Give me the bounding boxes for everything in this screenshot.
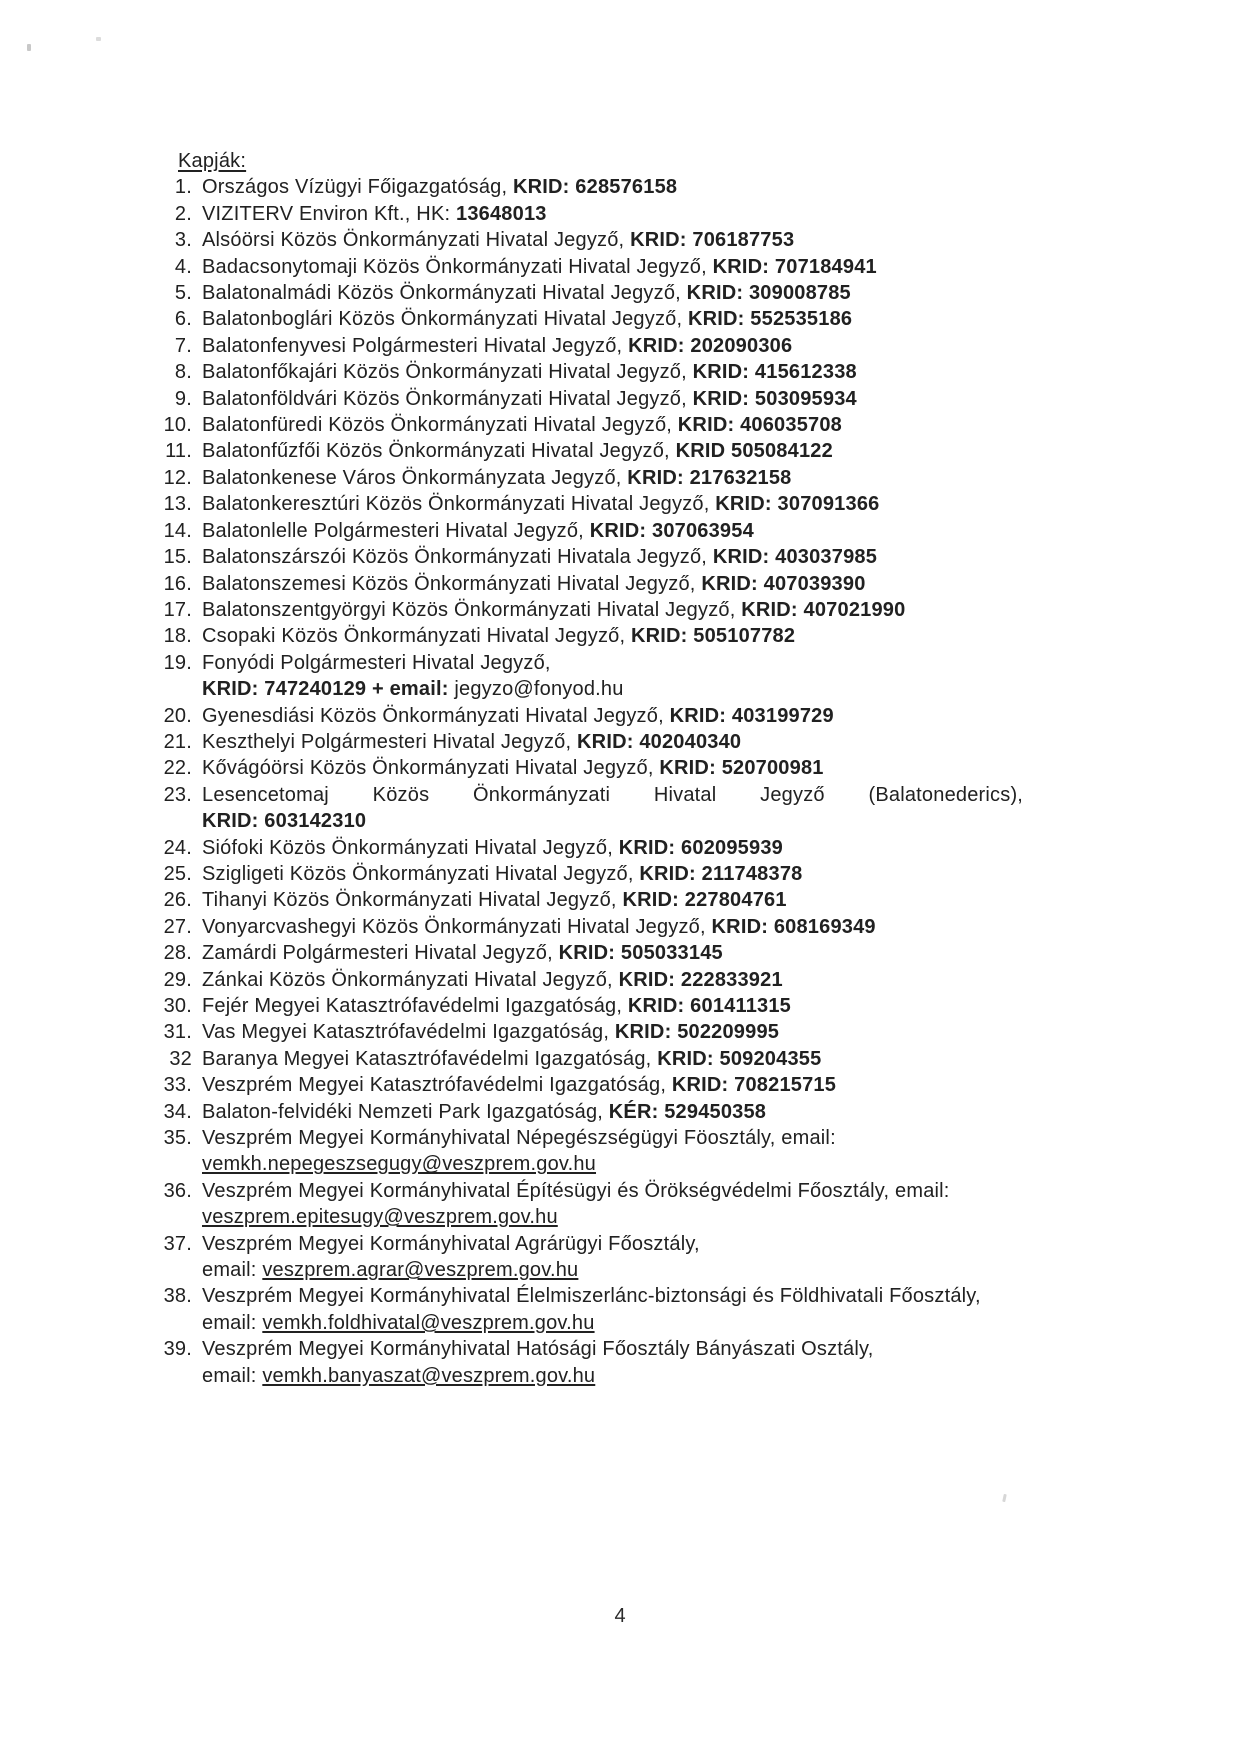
item-body bbox=[202, 227, 1080, 253]
item-number: 8. bbox=[174, 361, 192, 384]
krid-value: KRID: 211748378 bbox=[639, 862, 803, 885]
item-text: Balatonkenese Város Önkormányzata Jegyző, bbox=[202, 466, 628, 489]
list-item bbox=[160, 1099, 1080, 1125]
item-line bbox=[202, 729, 1080, 755]
item-line bbox=[202, 676, 1080, 702]
list-item bbox=[160, 280, 1080, 306]
item-line bbox=[202, 544, 1080, 570]
item-line bbox=[202, 1204, 1080, 1230]
krid-value: KRID: 407021990 bbox=[741, 598, 906, 621]
item-text: Balatonfüredi Közös Önkormányzati Hivatal Jegyző, bbox=[202, 414, 678, 437]
item-body bbox=[202, 1019, 1080, 1045]
item-text: Vas Megyei Katasztrófavédelmi Igazgatóság, bbox=[202, 1021, 615, 1044]
list-item bbox=[160, 438, 1080, 464]
item-body bbox=[202, 280, 1080, 306]
item-number: 9. bbox=[174, 387, 192, 410]
krid-value: KRID: 509204355 bbox=[657, 1047, 822, 1070]
list-item bbox=[160, 914, 1080, 940]
krid-value: KRID: 307091366 bbox=[715, 493, 880, 516]
krid-value: KRID: 407039390 bbox=[701, 572, 866, 595]
item-line bbox=[202, 306, 1080, 332]
krid-value: KRID: 309008785 bbox=[686, 282, 851, 305]
item-body bbox=[202, 201, 1080, 227]
list-item bbox=[160, 993, 1080, 1019]
item-body bbox=[202, 993, 1080, 1019]
item-text: Veszprém Megyei Kormányhivatal Népegészségügyi Föosztály, email: bbox=[202, 1127, 836, 1150]
item-text: Csopaki Közös Önkormányzati Hivatal Jegyző, bbox=[202, 625, 631, 648]
list-item bbox=[160, 465, 1080, 491]
item-text: Balatonboglári Közös Önkormányzati Hivatal Jegyző, bbox=[202, 308, 688, 331]
item-text: Balatonlelle Polgármesteri Hivatal Jegyző, bbox=[202, 519, 590, 542]
item-line bbox=[202, 623, 1080, 649]
email-link[interactable]: vemkh.banyaszat@veszprem.gov.hu bbox=[262, 1364, 596, 1387]
item-line bbox=[202, 465, 1080, 491]
list-item bbox=[160, 306, 1080, 332]
item-number: 20. bbox=[163, 704, 192, 727]
item-body bbox=[202, 861, 1080, 887]
item-line bbox=[202, 1363, 1080, 1389]
item-body bbox=[202, 306, 1080, 332]
item-text: Zamárdi Polgármesteri Hivatal Jegyző, bbox=[202, 942, 559, 965]
krid-value: KRID: 505107782 bbox=[630, 625, 796, 648]
list-item bbox=[160, 359, 1080, 385]
item-line bbox=[202, 438, 1080, 464]
list-item bbox=[160, 782, 1080, 835]
item-line bbox=[202, 967, 1080, 993]
item-number: 10. bbox=[163, 414, 192, 437]
item-body bbox=[202, 333, 1080, 359]
item-line bbox=[202, 280, 1080, 306]
item-text: Alsóörsi Közös Önkormányzati Hivatal Jegyző, bbox=[202, 229, 631, 252]
item-text: Balatonföldvári Közös Önkormányzati Hivatal Jegyző, bbox=[202, 387, 693, 410]
item-body bbox=[202, 518, 1080, 544]
item-line bbox=[202, 386, 1080, 412]
item-text: Szigligeti Közös Önkormányzati Hivatal Jegyző, bbox=[202, 862, 640, 885]
scan-artifact bbox=[96, 37, 101, 41]
item-body bbox=[202, 1178, 1080, 1231]
item-line bbox=[202, 755, 1080, 781]
item-text: jegyzo@fonyod.hu bbox=[454, 678, 624, 701]
list-item bbox=[160, 1019, 1080, 1045]
krid-value: KRID: 601411315 bbox=[627, 995, 791, 1017]
item-text: email: bbox=[202, 1259, 263, 1282]
list-item bbox=[160, 887, 1080, 913]
list-item bbox=[160, 571, 1080, 597]
krid-value: 13648013 bbox=[456, 202, 547, 225]
list-item bbox=[160, 755, 1080, 781]
item-line bbox=[202, 518, 1080, 544]
item-text: Balatonfűzfői Közös Önkormányzati Hivatal Jegyző, bbox=[202, 440, 676, 463]
item-line bbox=[202, 227, 1080, 253]
item-text: Keszthelyi Polgármesteri Hivatal Jegyző, bbox=[202, 730, 578, 753]
item-number: 2. bbox=[174, 202, 192, 225]
list-item bbox=[160, 1178, 1080, 1231]
item-number: 22. bbox=[163, 757, 192, 780]
item-number: 16. bbox=[163, 572, 192, 595]
item-body bbox=[202, 887, 1080, 913]
item-body bbox=[202, 386, 1080, 412]
item-text: Veszprém Megyei Kormányhivatal Építésügyi és Örökségvédelmi Főosztály, email: bbox=[202, 1179, 950, 1202]
item-text: Veszprém Megyei Katasztrófavédelmi Igazgatóság, bbox=[202, 1074, 672, 1097]
item-body bbox=[202, 1231, 1080, 1284]
item-body bbox=[202, 703, 1080, 729]
item-number: 6. bbox=[174, 308, 192, 331]
item-number: 24. bbox=[163, 836, 192, 859]
distribution-list-heading: Kapják: bbox=[178, 150, 247, 172]
list-item bbox=[160, 491, 1080, 517]
item-number: 39. bbox=[163, 1338, 192, 1361]
item-line bbox=[202, 808, 1080, 834]
list-item bbox=[160, 1231, 1080, 1284]
item-number: 18. bbox=[163, 625, 192, 648]
item-text: Badacsonytomaji Közös Önkormányzati Hivatal Jegyző, bbox=[202, 255, 713, 278]
list-item bbox=[160, 254, 1080, 280]
item-line bbox=[202, 1125, 1080, 1151]
item-text: email: bbox=[202, 1311, 263, 1334]
item-line bbox=[202, 1151, 1080, 1177]
item-line bbox=[202, 887, 1080, 913]
item-body bbox=[202, 782, 1080, 835]
item-text: Tihanyi Közös Önkormányzati Hivatal Jegyző, bbox=[202, 889, 623, 912]
item-line bbox=[202, 1019, 1080, 1045]
item-number: 31. bbox=[163, 1021, 192, 1044]
list-item bbox=[160, 1283, 1080, 1336]
item-body bbox=[202, 835, 1080, 861]
krid-value: KÉR: 529450358 bbox=[608, 1100, 767, 1123]
item-body bbox=[202, 544, 1080, 570]
item-line bbox=[202, 1310, 1080, 1336]
item-body bbox=[202, 254, 1080, 280]
krid-value: KRID: 307063954 bbox=[589, 519, 754, 542]
email-link[interactable]: vemkh.foldhivatal@veszprem.gov.hu bbox=[262, 1311, 595, 1334]
krid-value: KRID: 608169349 bbox=[711, 915, 876, 938]
item-number: 12. bbox=[163, 466, 192, 489]
list-item bbox=[160, 518, 1080, 544]
item-number: 30. bbox=[163, 995, 192, 1017]
krid-value: KRID: 603142310 bbox=[202, 810, 367, 833]
item-line bbox=[202, 782, 1080, 808]
krid-value: KRID: 402040340 bbox=[577, 730, 742, 753]
email-link[interactable]: veszprem.agrar@veszprem.gov.hu bbox=[262, 1259, 579, 1282]
list-item bbox=[160, 412, 1080, 438]
item-number: 26. bbox=[163, 889, 192, 912]
list-item bbox=[160, 597, 1080, 623]
list-item bbox=[160, 940, 1080, 966]
krid-value: KRID: 403199729 bbox=[669, 704, 834, 727]
list-item bbox=[160, 1336, 1080, 1389]
item-line bbox=[202, 1336, 1080, 1362]
item-line bbox=[202, 940, 1080, 966]
list-item bbox=[160, 333, 1080, 359]
item-body bbox=[202, 438, 1080, 464]
list-item bbox=[160, 861, 1080, 887]
item-line bbox=[202, 597, 1080, 623]
krid-value: KRID: 503095934 bbox=[692, 387, 857, 410]
item-line bbox=[202, 1231, 1080, 1257]
list-item bbox=[160, 201, 1080, 227]
item-line bbox=[202, 835, 1080, 861]
item-text: Veszprém Megyei Kormányhivatal Hatósági Főosztály Bányászati Osztály, bbox=[202, 1338, 874, 1361]
list-item bbox=[160, 650, 1080, 703]
scan-artifact bbox=[1002, 1494, 1007, 1502]
krid-value: KRID: 222833921 bbox=[618, 968, 783, 991]
item-line bbox=[202, 571, 1080, 597]
item-line bbox=[202, 412, 1080, 438]
recipient-list bbox=[160, 174, 1080, 1389]
item-number: 34. bbox=[163, 1100, 192, 1123]
item-text: Veszprém Megyei Kormányhivatal Élelmiszerlánc-biztonsági és Földhivatali Főosztály, bbox=[202, 1285, 981, 1308]
email-link[interactable]: vemkh.nepegeszsegugy@veszprem.gov.hu bbox=[202, 1153, 597, 1176]
item-line bbox=[202, 254, 1080, 280]
item-body bbox=[202, 1099, 1080, 1125]
item-number: 28. bbox=[163, 942, 192, 965]
list-item bbox=[160, 729, 1080, 755]
list-item bbox=[160, 544, 1080, 570]
item-body bbox=[202, 359, 1080, 385]
item-text: Gyenesdiási Közös Önkormányzati Hivatal Jegyző, bbox=[202, 704, 670, 727]
item-body bbox=[202, 940, 1080, 966]
item-text: Siófoki Közös Önkormányzati Hivatal Jegyző, bbox=[202, 836, 619, 859]
item-text: Balatonszárszói Közös Önkormányzati Hivatala Jegyző, bbox=[202, 546, 713, 569]
document-body bbox=[160, 148, 1080, 1389]
krid-value: KRID: 202090306 bbox=[628, 334, 793, 357]
item-body bbox=[202, 571, 1080, 597]
item-number: 25. bbox=[163, 862, 192, 885]
item-text: Zánkai Közös Önkormányzati Hivatal Jegyző, bbox=[202, 968, 619, 991]
item-text: Kővágóörsi Közös Önkormányzati Hivatal Jegyző, bbox=[202, 757, 660, 780]
item-body bbox=[202, 174, 1080, 200]
krid-value: KRID: 628576158 bbox=[513, 176, 678, 199]
item-line bbox=[202, 1178, 1080, 1204]
item-text: Országos Vízügyi Főigazgatóság, bbox=[202, 176, 513, 199]
krid-value: KRID: 708215715 bbox=[671, 1074, 837, 1097]
item-text: email: bbox=[202, 1364, 263, 1387]
item-number: 33. bbox=[163, 1074, 192, 1097]
krid-value: KRID: 502209995 bbox=[614, 1021, 780, 1044]
item-line bbox=[202, 1046, 1080, 1072]
item-line bbox=[202, 1099, 1080, 1125]
item-text: Balatonkeresztúri Közös Önkormányzati Hivatal Jegyző, bbox=[202, 493, 716, 516]
item-number: 13. bbox=[163, 493, 192, 516]
scan-artifact bbox=[27, 44, 31, 51]
list-item bbox=[160, 227, 1080, 253]
krid-value: KRID: 406035708 bbox=[677, 414, 842, 437]
item-line bbox=[202, 914, 1080, 940]
item-body bbox=[202, 465, 1080, 491]
list-item bbox=[160, 1072, 1080, 1098]
item-number: 14. bbox=[163, 519, 192, 542]
item-number: 17. bbox=[163, 598, 192, 621]
item-text: VIZITERV Environ Kft., HK: bbox=[202, 202, 456, 225]
item-body bbox=[202, 755, 1080, 781]
list-item bbox=[160, 1046, 1080, 1072]
krid-value: KRID: 707184941 bbox=[712, 255, 877, 278]
item-number: 35. bbox=[163, 1127, 192, 1150]
item-number: 1. bbox=[174, 176, 192, 199]
item-body bbox=[202, 1125, 1080, 1178]
item-line bbox=[202, 650, 1080, 676]
item-number: 32 bbox=[169, 1047, 192, 1070]
item-number: 19. bbox=[163, 651, 192, 674]
item-text: Balatonfenyvesi Polgármesteri Hivatal Jegyző, bbox=[202, 334, 629, 357]
item-text: Balatonszentgyörgyi Közös Önkormányzati Hivatal Jegyző, bbox=[202, 598, 742, 621]
item-body bbox=[202, 597, 1080, 623]
page-number: 4 bbox=[614, 1605, 626, 1627]
item-number: 23. bbox=[163, 783, 192, 806]
krid-value: KRID: 505033145 bbox=[558, 942, 723, 965]
krid-value: KRID: 747240129 + email: bbox=[202, 678, 455, 701]
item-body bbox=[202, 729, 1080, 755]
email-link[interactable]: veszprem.epitesugy@veszprem.gov.hu bbox=[202, 1206, 558, 1229]
item-line bbox=[202, 201, 1080, 227]
list-item bbox=[160, 967, 1080, 993]
krid-value: KRID 505084122 bbox=[675, 440, 833, 463]
item-line bbox=[202, 993, 1080, 1019]
item-body bbox=[202, 1046, 1080, 1072]
item-number: 21. bbox=[163, 730, 192, 753]
item-text: Fonyódi Polgármesteri Hivatal Jegyző, bbox=[202, 651, 551, 674]
item-number: 36. bbox=[163, 1179, 192, 1202]
item-text: Balatonszemesi Közös Önkormányzati Hivatal Jegyző, bbox=[202, 572, 702, 595]
item-number: 3. bbox=[174, 229, 192, 252]
item-text: Balaton-felvidéki Nemzeti Park Igazgatóság, bbox=[202, 1100, 609, 1123]
krid-value: KRID: 552535186 bbox=[688, 308, 853, 331]
item-line bbox=[202, 174, 1080, 200]
item-line bbox=[202, 491, 1080, 517]
item-body bbox=[202, 1336, 1080, 1389]
item-line bbox=[202, 861, 1080, 887]
item-line bbox=[202, 359, 1080, 385]
krid-value: KRID: 706187753 bbox=[630, 229, 795, 252]
item-number: 11. bbox=[165, 440, 192, 463]
item-body bbox=[202, 623, 1080, 649]
krid-value: KRID: 217632158 bbox=[627, 466, 792, 489]
item-number: 4. bbox=[174, 255, 192, 278]
krid-value: KRID: 415612338 bbox=[692, 361, 857, 384]
item-body bbox=[202, 650, 1080, 703]
item-text: Veszprém Megyei Kormányhivatal Agrárügyi Főosztály, bbox=[202, 1232, 700, 1255]
item-number: 15. bbox=[163, 546, 192, 569]
list-item bbox=[160, 1125, 1080, 1178]
item-line bbox=[202, 1072, 1080, 1098]
item-body bbox=[202, 914, 1080, 940]
item-text: Balatonfőkajári Közös Önkormányzati Hivatal Jegyző, bbox=[202, 361, 693, 384]
item-number: 29. bbox=[163, 968, 192, 991]
item-line bbox=[202, 703, 1080, 729]
krid-value: KRID: 403037985 bbox=[712, 546, 878, 569]
item-body bbox=[202, 1283, 1080, 1336]
item-line bbox=[202, 1283, 1080, 1309]
item-number: 27. bbox=[163, 915, 192, 938]
list-item bbox=[160, 703, 1080, 729]
item-text: Vonyarcvashegyi Közös Önkormányzati Hivatal Jegyző, bbox=[202, 915, 712, 938]
item-body bbox=[202, 967, 1080, 993]
item-text: Balatonalmádi Közös Önkormányzati Hivatal Jegyző, bbox=[202, 282, 687, 305]
item-body bbox=[202, 412, 1080, 438]
list-item bbox=[160, 835, 1080, 861]
krid-value: KRID: 227804761 bbox=[622, 889, 787, 912]
item-body bbox=[202, 1072, 1080, 1098]
item-line bbox=[202, 333, 1080, 359]
item-text: Fejér Megyei Katasztrófavédelmi Igazgatóság, bbox=[202, 995, 628, 1017]
item-number: 7. bbox=[174, 334, 192, 357]
item-number: 5. bbox=[174, 282, 192, 305]
list-item bbox=[160, 386, 1080, 412]
list-item bbox=[160, 174, 1080, 200]
krid-value: KRID: 602095939 bbox=[618, 836, 783, 859]
krid-value: KRID: 520700981 bbox=[659, 757, 824, 780]
list-item bbox=[160, 623, 1080, 649]
item-line bbox=[202, 1257, 1080, 1283]
item-text: Lesencetomaj Közös Önkormányzati Hivatal Jegyző (Balatonederics), bbox=[202, 783, 1024, 806]
item-text: Baranya Megyei Katasztrófavédelmi Igazgatóság, bbox=[202, 1047, 658, 1070]
item-number: 37. bbox=[163, 1232, 192, 1255]
item-body bbox=[202, 491, 1080, 517]
item-number: 38. bbox=[163, 1285, 192, 1308]
